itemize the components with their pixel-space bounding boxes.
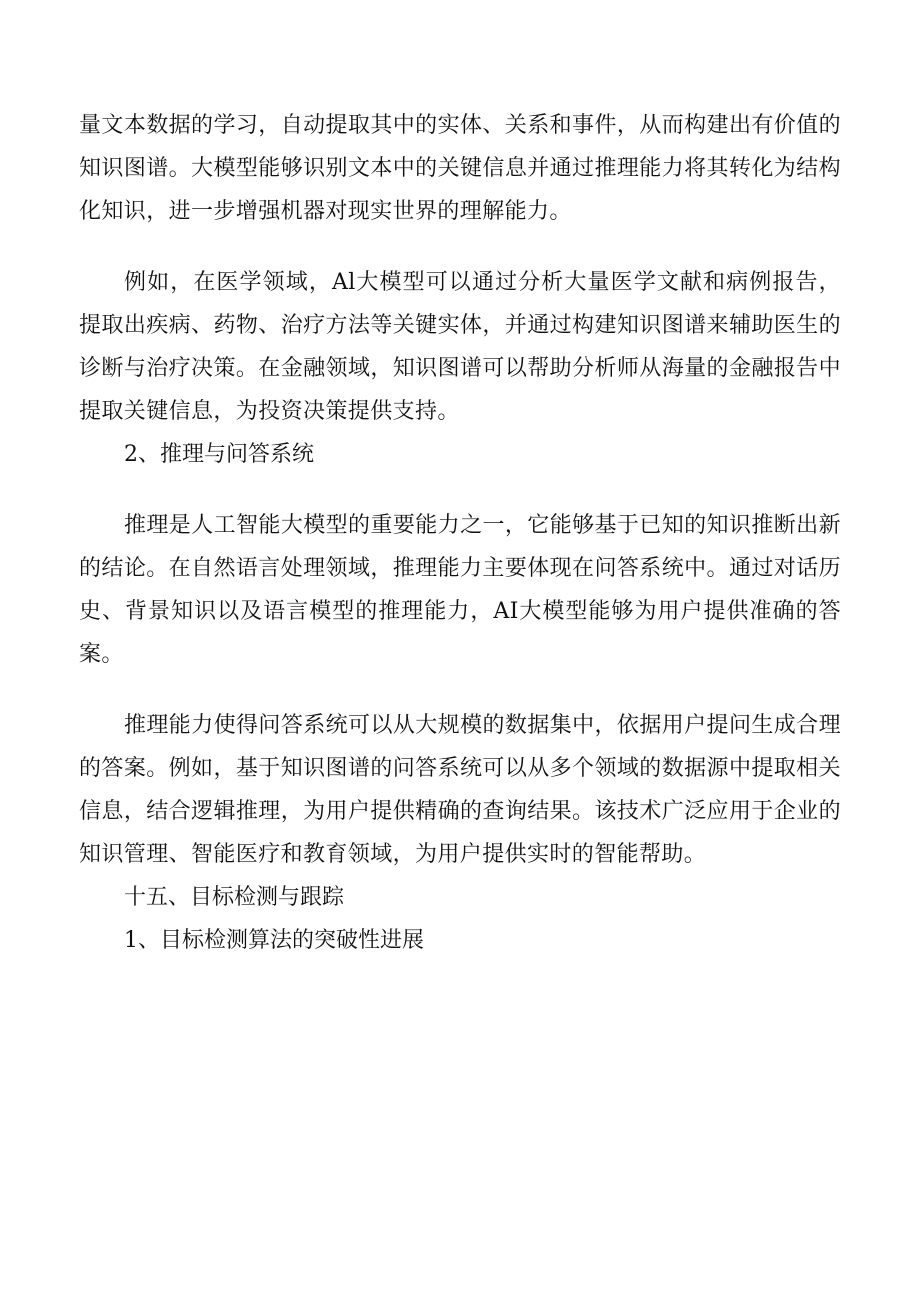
chapter-heading-object-detection: 十五、目标检测与跟踪 xyxy=(124,885,345,910)
paragraph-knowledge-graph-continuation: 量文本数据的学习，自动提取其中的实体、关系和事件，从而构建出有价值的知识图谱。大模型能够识别文本中的关键信息并通过推理能力将其转化为结构化知识，进一步增强机器对现实世界的理解能力。 xyxy=(79,113,841,224)
paragraph-medical-finance-example: 例如，在医学领域，Al大模型可以通过分析大量医学文献和病例报告，提取出疾病、药物、治疗方法等关键实体，并通过构建知识图谱来辅助医生的诊断与治疗决策。在金融领域，知识图谱可以帮助分析师从海量的金融报告中提取关键信息，为投资决策提供支持。 xyxy=(79,270,841,424)
paragraph-reasoning-intro: 推理是人工智能大模型的重要能力之一，它能够基于已知的知识推断出新的结论。在自然语言处理领域，推理能力主要体现在问答系统中。通过对话历史、背景知识以及语言模型的推理能力，AI大模型能够为用户提供准确的答案。 xyxy=(79,513,841,667)
section-heading-detection-algorithms: 1、目标检测算法的突破性进展 xyxy=(124,928,424,953)
section-heading-reasoning-qa: 2、推理与问答系统 xyxy=(124,442,314,467)
document-body xyxy=(79,104,841,962)
paragraph-qa-applications: 推理能力使得问答系统可以从大规模的数据集中，依据用户提问生成合理的答案。例如，基于知识图谱的问答系统可以从多个领域的数据源中提取相关信息，结合逻辑推理，为用户提供精确的查询结果。该技术广泛应用于企业的知识管理、智能医疗和教育领域，为用户提供实时的智能帮助。 xyxy=(79,713,841,867)
